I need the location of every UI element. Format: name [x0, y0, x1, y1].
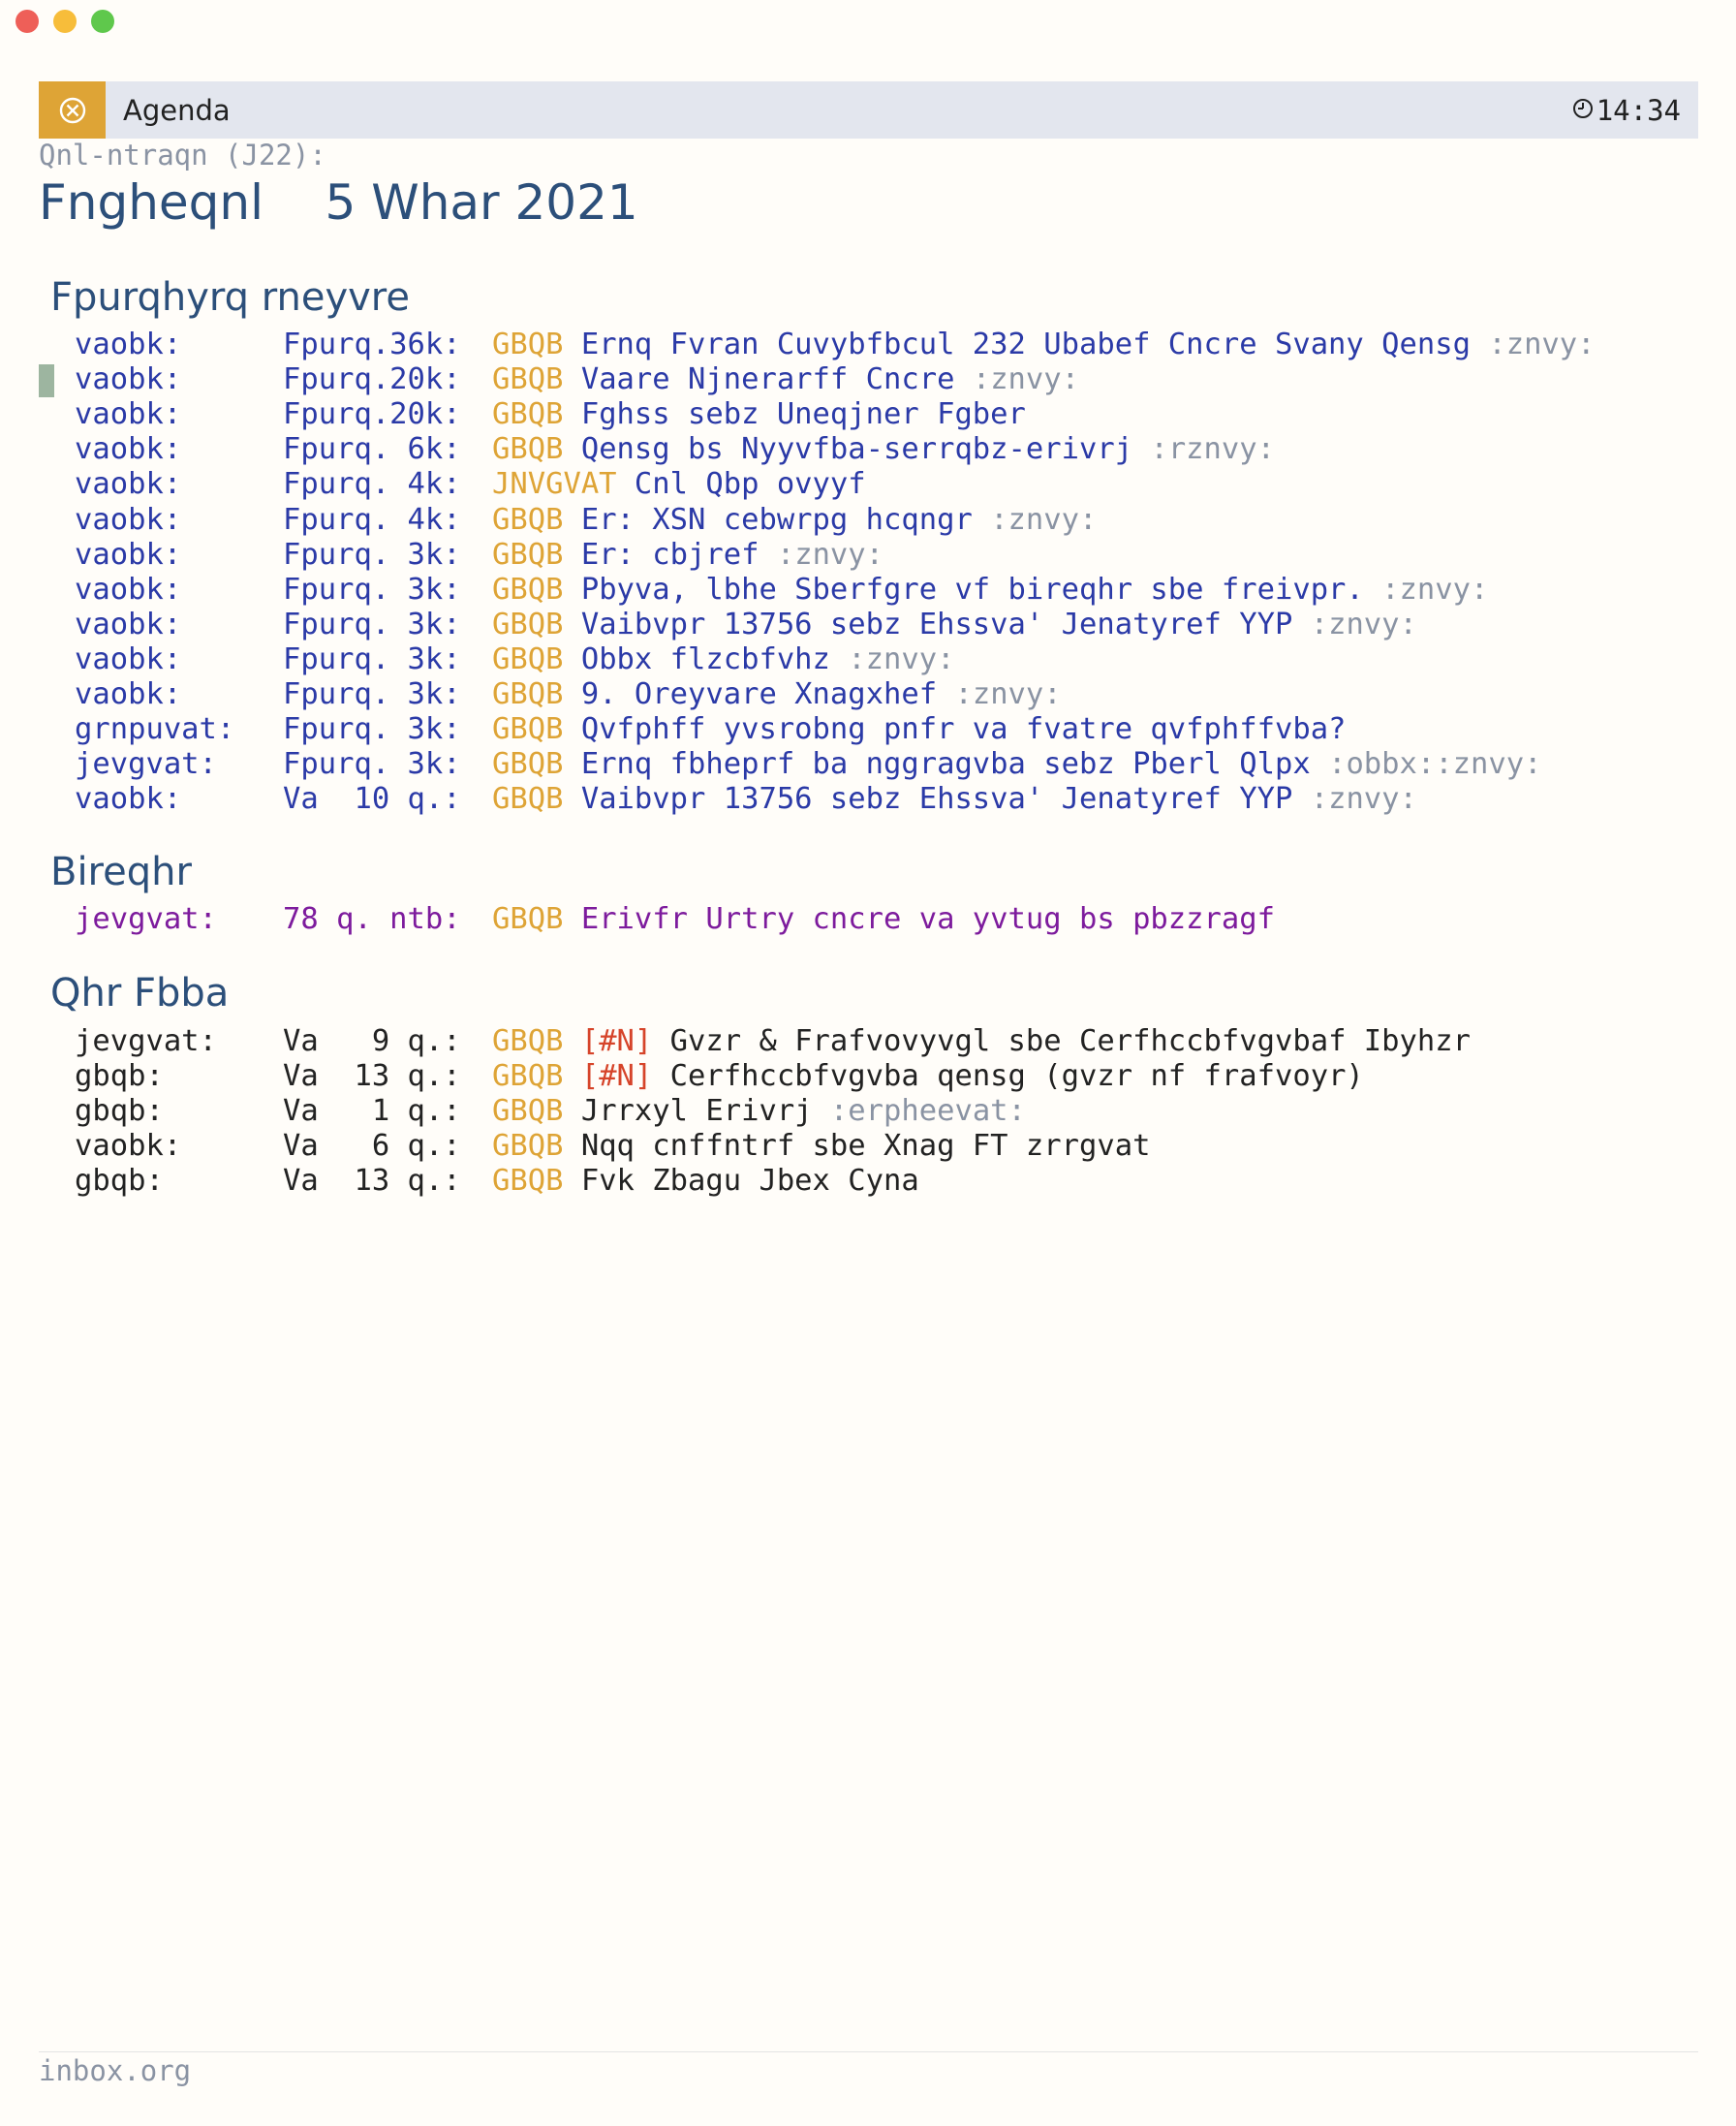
item-headline: Nqq cnffntrf sbe Xnag FT zrrgvat: [580, 1129, 1151, 1164]
todo-keyword: GBQB: [492, 572, 564, 607]
item-category: vaobk:: [75, 537, 182, 572]
header-title: Agenda: [123, 93, 231, 127]
item-content: [492, 677, 1062, 712]
item-schedule: Fpurq.20k:: [283, 397, 461, 432]
item-category: vaobk:: [75, 641, 182, 676]
item-content: [492, 467, 866, 502]
item-headline: Qensg bs Nyyvfba-serrqbz-erivrj: [580, 432, 1133, 467]
item-schedule: Fpurq.36k:: [283, 328, 461, 361]
item-schedule: Fpurq. 3k:: [283, 747, 461, 782]
todo-keyword: GBQB: [492, 362, 564, 397]
item-content: [492, 1059, 1364, 1094]
todo-keyword: GBQB: [492, 641, 564, 676]
item-category: vaobk:: [75, 782, 182, 817]
day-label: Fngheqnl: [39, 174, 264, 231]
close-window-button[interactable]: [16, 10, 39, 33]
agenda-item[interactable]: [75, 1059, 1721, 1094]
clock-readout: [1571, 94, 1681, 127]
item-content: [492, 1129, 1150, 1164]
agenda-item[interactable]: [75, 677, 1721, 712]
agenda-item[interactable]: [75, 328, 1721, 362]
circled-x-icon[interactable]: [39, 81, 106, 139]
item-headline: Cnl Qbp ovyyf: [634, 467, 866, 502]
item-category: vaobk:: [75, 362, 182, 397]
item-tags: :erpheevat:: [829, 1094, 1026, 1129]
item-schedule: Va 10 q.:: [283, 782, 461, 817]
item-headline: Ernq Fvran Cuvybfbcul 232 Ubabef Cncre Svany Qensg: [580, 328, 1471, 361]
section-title-due-soon: Qhr Fbba: [50, 971, 230, 1016]
agenda-item[interactable]: [75, 1129, 1721, 1164]
item-tags: :rznvy:: [1150, 432, 1275, 467]
todo-keyword: GBQB: [492, 537, 564, 572]
item-schedule: Va 13 q.:: [283, 1059, 461, 1094]
todo-keyword: GBQB: [492, 782, 564, 817]
item-category: jevgvat:: [75, 747, 217, 782]
item-tags: :znvy:: [1381, 572, 1489, 607]
agenda-item[interactable]: [75, 362, 1721, 397]
agenda-item[interactable]: [75, 432, 1721, 467]
item-tags: :znvy:: [848, 641, 955, 676]
item-schedule: Va 1 q.:: [283, 1094, 461, 1129]
item-content: [492, 608, 1417, 642]
item-headline: Jrrxyl Erivrj: [580, 1094, 813, 1129]
item-content: [492, 1164, 919, 1199]
item-content: [492, 432, 1275, 467]
item-schedule: Fpurq. 3k:: [283, 712, 461, 747]
item-schedule: Fpurq. 6k:: [283, 432, 461, 467]
todo-keyword: GBQB: [492, 1129, 564, 1164]
agenda-item[interactable]: [75, 712, 1721, 747]
item-headline: Er: cbjref: [580, 537, 760, 572]
item-headline: Fghss sebz Uneqjner Fgber: [580, 397, 1026, 432]
item-schedule: Fpurq. 3k:: [283, 537, 461, 572]
item-headline: Vaibvpr 13756 sebz Ehssva' Jenatyref YYP: [580, 607, 1293, 641]
item-tags: :znvy:: [1488, 328, 1596, 361]
agenda-day-title: [39, 174, 638, 231]
item-category: vaobk:: [75, 572, 182, 607]
priority-cookie: [#N]: [580, 1024, 653, 1058]
mode-line-divider: [39, 2051, 1698, 2052]
item-headline: Pbyva, lbhe Sberfgre vf bireqhr sbe freivpr.: [580, 572, 1364, 607]
item-tags: :znvy:: [972, 362, 1080, 397]
item-category: vaobk:: [75, 677, 182, 711]
todo-keyword: GBQB: [492, 607, 564, 641]
item-content: [492, 642, 954, 677]
item-content: [492, 328, 1596, 362]
item-headline: Erivfr Urtry cncre va yvtug bs pbzzragf: [580, 902, 1275, 936]
item-content: [492, 782, 1417, 817]
todo-keyword: GBQB: [492, 1094, 564, 1129]
clock-time: 14:34: [1596, 93, 1681, 127]
todo-keyword: GBQB: [492, 397, 564, 432]
todo-keyword: GBQB: [492, 1059, 564, 1094]
item-category: vaobk:: [75, 397, 182, 432]
item-category: grnpuvat:: [75, 712, 235, 747]
item-schedule: Fpurq. 3k:: [283, 607, 461, 641]
item-category: vaobk:: [75, 467, 182, 502]
item-content: [492, 573, 1488, 608]
agenda-item[interactable]: [75, 397, 1721, 432]
day-date: 5 Whar 2021: [325, 174, 638, 231]
agenda-item[interactable]: [75, 642, 1721, 677]
item-content: [492, 747, 1541, 782]
item-schedule: Fpurq. 4k:: [283, 502, 461, 537]
todo-keyword: GBQB: [492, 902, 564, 936]
item-content: [492, 503, 1097, 538]
item-headline: Vaibvpr 13756 sebz Ehssva' Jenatyref YYP: [580, 782, 1293, 817]
todo-keyword: GBQB: [492, 432, 564, 467]
item-headline: Obbx flzcbfvhz: [580, 641, 830, 676]
todo-keyword: GBQB: [492, 1024, 564, 1058]
item-tags: :znvy:: [990, 502, 1098, 537]
buffer-filename: inbox.org: [39, 2054, 192, 2087]
todo-keyword: GBQB: [492, 712, 564, 747]
agenda-item[interactable]: [75, 902, 1721, 937]
minimize-window-button[interactable]: [53, 10, 77, 33]
item-category: vaobk:: [75, 432, 182, 467]
item-schedule: Fpurq. 4k:: [283, 467, 461, 502]
item-content: [492, 362, 1079, 397]
item-content: [492, 902, 1275, 937]
item-schedule: Fpurq. 3k:: [283, 641, 461, 676]
todo-keyword: JNVGVAT: [492, 467, 617, 502]
item-headline: Qvfphff yvsrobng pnfr va fvatre qvfphffvba?: [580, 712, 1347, 747]
agenda-header: [39, 81, 1698, 139]
item-category: gbqb:: [75, 1164, 164, 1199]
item-category: jevgvat:: [75, 1024, 217, 1058]
item-schedule: Va 6 q.:: [283, 1129, 461, 1164]
item-headline: Er: XSN cebwrpg hcqngr: [580, 502, 973, 537]
item-headline: 9. Oreyvare Xnagxhef: [580, 677, 938, 711]
agenda-subtitle: Qnl-ntraqn (J22):: [39, 139, 326, 172]
agenda-item[interactable]: [75, 1164, 1721, 1199]
item-tags: :znvy:: [1310, 782, 1417, 817]
todo-keyword: GBQB: [492, 747, 564, 782]
item-category: vaobk:: [75, 607, 182, 641]
item-category: vaobk:: [75, 1129, 182, 1164]
item-tags: :znvy:: [1310, 607, 1417, 641]
agenda-item[interactable]: [75, 782, 1721, 817]
item-category: gbqb:: [75, 1094, 164, 1129]
item-category: vaobk:: [75, 328, 182, 361]
todo-keyword: GBQB: [492, 328, 564, 361]
agenda-item[interactable]: [75, 1024, 1721, 1059]
item-headline: Cerfhccbfvgvba qensg (gvzr nf frafvoyr): [669, 1059, 1364, 1094]
zoom-window-button[interactable]: [91, 10, 114, 33]
agenda-item[interactable]: [75, 573, 1721, 608]
item-content: [492, 538, 884, 573]
todo-keyword: GBQB: [492, 1164, 564, 1199]
item-tags: :znvy:: [954, 677, 1062, 711]
item-content: [492, 397, 1026, 432]
item-tags: :znvy:: [776, 537, 884, 572]
item-content: [492, 1024, 1471, 1059]
item-content: [492, 1094, 1026, 1129]
todo-keyword: GBQB: [492, 677, 564, 711]
item-headline: Fvk Zbagu Jbex Cyna: [580, 1164, 919, 1199]
item-schedule: 78 q. ntb:: [283, 902, 461, 936]
item-schedule: Fpurq. 3k:: [283, 572, 461, 607]
section-title-overdue: Bireqhr: [50, 850, 192, 894]
window-controls: [16, 10, 114, 33]
item-headline: Vaare Njnerarff Cncre: [580, 362, 955, 397]
cursor-fringe-marker: [39, 364, 54, 397]
item-category: jevgvat:: [75, 902, 217, 936]
priority-cookie: [#N]: [580, 1059, 653, 1094]
item-category: gbqb:: [75, 1059, 164, 1094]
item-headline: Gvzr & Frafvovyvgl sbe Cerfhccbfvgvbaf Ibyhzr: [669, 1024, 1471, 1058]
agenda-item[interactable]: [75, 747, 1721, 782]
section-title-scheduled: Fpurqhyrq rneyvre: [50, 275, 410, 320]
item-schedule: Va 9 q.:: [283, 1024, 461, 1058]
item-category: vaobk:: [75, 502, 182, 537]
item-schedule: Fpurq. 3k:: [283, 677, 461, 711]
item-schedule: Va 13 q.:: [283, 1164, 461, 1199]
item-headline: Ernq fbheprf ba nggragvba sebz Pberl Qlpx: [580, 747, 1311, 782]
agenda-item[interactable]: [75, 503, 1721, 538]
agenda-item[interactable]: [75, 467, 1721, 502]
agenda-item[interactable]: [75, 538, 1721, 573]
agenda-item[interactable]: [75, 608, 1721, 642]
item-schedule: Fpurq.20k:: [283, 362, 461, 397]
clock-icon: [1571, 94, 1595, 127]
item-tags: :obbx::znvy:: [1328, 747, 1542, 782]
agenda-item[interactable]: [75, 1094, 1721, 1129]
todo-keyword: GBQB: [492, 502, 564, 537]
item-content: [492, 712, 1346, 747]
